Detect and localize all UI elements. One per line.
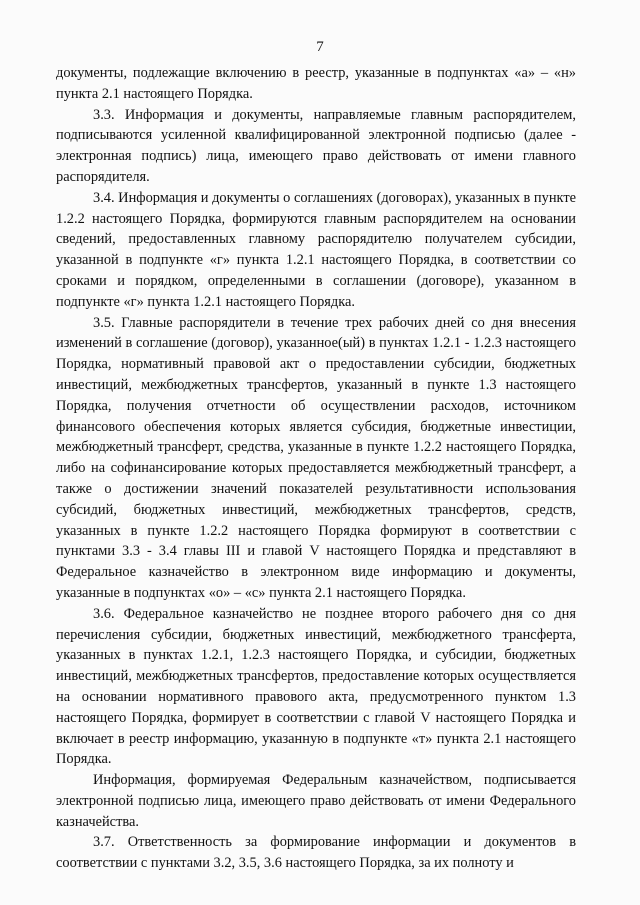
paragraph-3-3: 3.3. Информация и документы, направляемые главным распорядителем, подписываются усиленной квалифицированной электронной подписью (далее - электронная подпись) лица, имеющего право действовать от имени главного распорядителя. xyxy=(56,106,576,185)
paragraph-3-7: 3.7. Ответственность за формирование информации и документов в соответствии с пунктами 3.2, 3.5, 3.6 настоящего Порядка, за их полноту и xyxy=(56,834,576,872)
paragraph-continuation: документы, подлежащие включению в реестр, указанные в подпунктах «а» – «н» пункта 2.1 настоящего Порядка. xyxy=(56,65,576,102)
paragraph-3-6: 3.6. Федеральное казначейство не позднее второго рабочего дня со дня перечисления субсидии, бюджетных инвестиций, межбюджетного трансферта, указанных в пунктах 1.2.1, 1.2.3 настоящего Порядка, и субсидии, бюджетных инвестиций, межбюджетных трансфертов, предоставление которых осуществляется на основании нормативного правового акта, предусмотренного пунктом 1.3 настоящего Порядка, формирует в соответствии с главой V настоящего Порядка и включает в реестр информацию, указанную в подпункте «т» пункта 2.1 настоящего Порядка. xyxy=(56,605,576,768)
paragraph-3-6-signature: Информация, формируемая Федеральным казначейством, подписывается электронной подписью лица, имеющего право действовать от имени Федерального казначейства. xyxy=(56,772,576,830)
paragraph-3-4: 3.4. Информация и документы о соглашениях (договорах), указанных в пункте 1.2.2 настоящего Порядка, формируются главным распорядителем на основании сведений, предоставленных главному распорядителю получателем субсидии, указанной в подпункте «г» пункта 1.2.1 настоящего Порядка, в соответствии со сроками и порядком, определенными в соглашении (договоре), указанном в подпункте «г» пункта 1.2.1 настоящего Порядка. xyxy=(56,189,577,310)
document-body xyxy=(56,63,576,874)
page-number: 7 xyxy=(316,39,324,55)
paragraph-3-5: 3.5. Главные распорядители в течение трех рабочих дней со дня внесения изменений в соглашение (договор), указанное(ый) в пунктах 1.2.1 - 1.2.3 настоящего Порядка, нормативный правовой акт о предоставлении субсидии, бюджетных инвестиций, межбюджетных трансфертов, указанный в пункте 1.3 настоящего Порядка, получения отчетности об осуществлении расходов, источником финансового обеспечения которых является субсидия, бюджетные инвестиции, межбюджетный трансферт, средства, указанные в пункте 1.2.2 настоящего Порядка, либо на софинансирование которых предоставляется межбюджетный трансферт, а также о достижении значений показателей результативности использования субсидий, бюджетных инвестиций, межбюджетных трансфертов, средств, указанных в пункте 1.2.2 настоящего Порядка формируют в соответствии с пунктами 3.3 - 3.4 главы III и главой V настоящего Порядка и представляют в Федеральное казначейство в электронном виде информацию и документы, указанные в подпунктах «о» – «с» пункта 2.1 настоящего Порядка. xyxy=(56,314,576,601)
